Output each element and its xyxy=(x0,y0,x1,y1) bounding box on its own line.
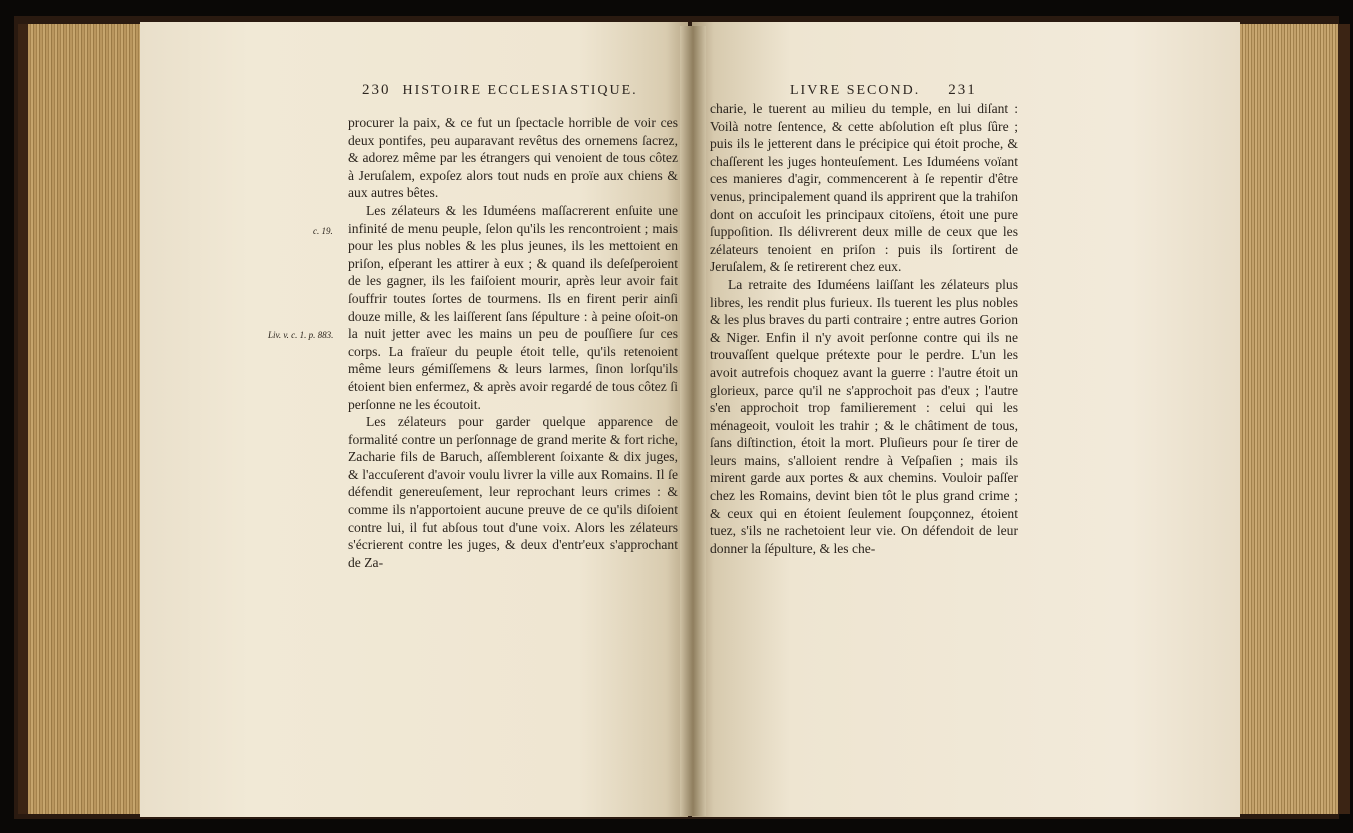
right-page-edges xyxy=(1228,24,1350,814)
book-gutter xyxy=(680,26,706,816)
right-running-title: LIVRE SECOND. xyxy=(790,83,921,98)
margin-note-chapter: c. 19. xyxy=(313,226,333,236)
left-paragraph-1: procurer la paix, & ce fut un ſpectacle horrible de voir ces deux pontifes, peu auparavant revêtus des ornemens ſacrez, & adorez même par les étrangers qui venoient de tous côtez à Jeruſalem, expoſez alors tout nuds en proïe aux chiens & aux autres bêtes. xyxy=(348,115,678,201)
margin-note-reference: Liv. v. c. 1. p. 883. xyxy=(268,330,334,340)
right-page-number: 231 xyxy=(948,82,977,98)
right-paragraph-1: charie, le tuerent au milieu du temple, en lui diſant : Voilà notre ſentence, & cette abſolution eſt plus ſûre ; puis ils le jetterent dans le précipice qui étoit proche, & chaſſerent les juges honteuſement. Les Iduméens voïant ces manieres d'agir, commencerent à ſe repentir d'être venus, principalement quand ils apprirent que la trahiſon dont on accuſoit les principaux citoïens, étoit une pure ſuppoſition. Ils délivrerent deux mille de ceux que les zélateurs tenoient en priſon : puis ils ſortirent de Jeruſalem, & ſe retirerent chez eux. xyxy=(710,101,1018,275)
left-paragraph-3: Les zélateurs pour garder quelque apparence de formalité contre un perſonnage de grand merite & fort riche, Zacharie fils de Baruch, aſſemblerent ſoixante & dix juges, & l'accuſerent d'avoir voulu livrer la ville aux Romains. Il ſe défendit genereuſement, leur reprochant leurs crimes : & comme ils n'apportoient aucune preuve de ce qu'ils diſoient contre lui, il fut abſous tout d'une voix. Alors les zélateurs s'écrierent contre les juges, & deux d'entr'eux s'approchant de Za- xyxy=(348,414,678,570)
right-paragraph-2: La retraite des Iduméens laiſſant les zélateurs plus libres, les rendit plus furieux. Ils tuerent les plus nobles & les plus braves du parti contraire ; entre autres Gorion & Niger. Enfin il n'y avoit perſonne contre qui ils ne trouvaſſent quelque prétexte pour le perdre. L'un les avoit autrefois choquez avant la guerre : l'autre étoit un glorieux, parce qu'il ne s'approchoit pas d'eux ; l'autre s'en approchoit trop familierement : celui qui les ménageoit, vouloit les trahir ; & le châtiment de tous, ſans diſtinction, étoit la mort. Pluſieurs pour ſe tirer de leurs mains, s'alloient rendre à Veſpaſien ; mais ils mirent garde aux portes & aux chemins. Vouloir paſſer chez les Romains, devint bien tôt le plus grand crime ; & ceux qui en étoient ſeulement ſoupçonnez, étoient tuez, s'ils ne rachetoient leur vie. On défendoit de leur donner la ſépulture, & les che- xyxy=(710,276,1018,556)
left-paragraph-2: Les zélateurs & les Iduméens maſſacrerent enſuite une infinité de menu peuple, ſelon qu'ils les rencontroient ; mais pour les plus nobles & les plus jeunes, ils les mettoient en priſon, eſperant les attirer à eux ; & quand ils deſeſperoient de les gagner, ils les faiſoient mourir, après leur avoir fait ſouffrir toutes ſortes de tourmens. Ils en firent perir ainſi douze mille, & les laiſſerent ſans ſépulture : à peine oſoit-on la nuit jetter avec les mains un peu de pouſſiere ſur ces corps. La fraïeur du peuple étoit telle, qu'ils retenoient même leurs gémiſſemens & leurs larmes, ſinon lorſqu'ils étoient bien enfermez, & après avoir regardé de tous côtez ſi perſonne ne les écoutoit. xyxy=(348,202,678,412)
left-page-number: 230 xyxy=(362,82,391,98)
left-page-text xyxy=(348,114,678,571)
right-page-text xyxy=(710,100,1018,557)
left-page-edges xyxy=(18,24,156,814)
left-running-title: HISTOIRE ECCLESIASTIQUE. xyxy=(402,83,638,98)
left-running-head xyxy=(362,82,638,104)
